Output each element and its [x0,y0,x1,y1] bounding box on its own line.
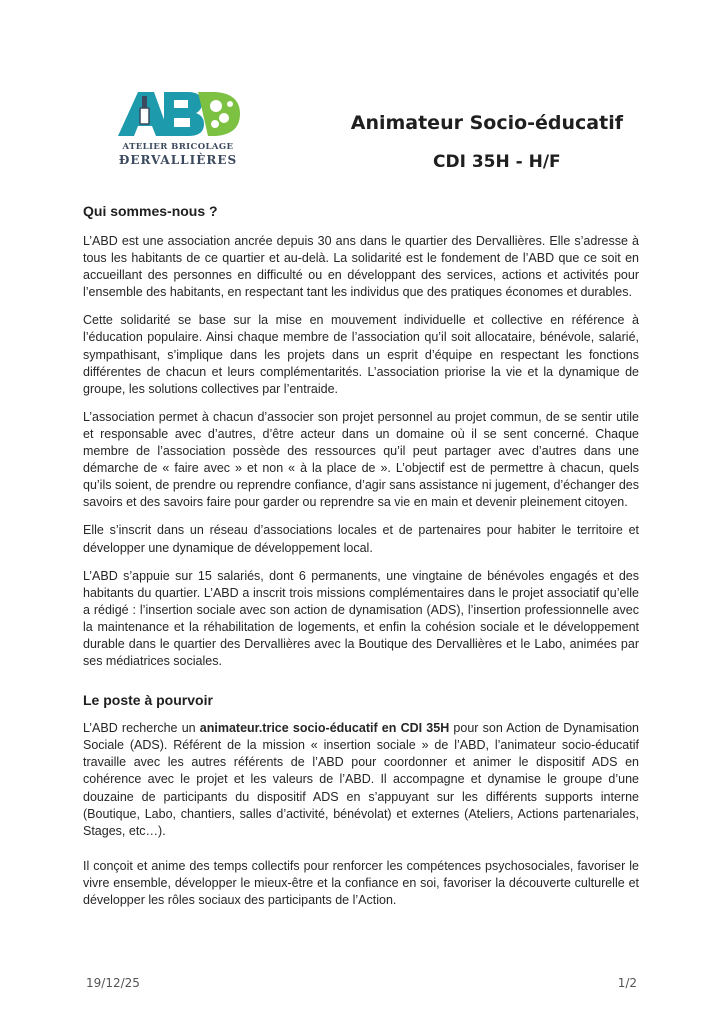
page-title: Animateur Socio-éducatif [350,112,623,134]
logo-text-atelier: ATELIER BRICOLAGE [122,142,234,152]
about-paragraph: L’ABD est une association ancrée depuis 30 ans dans le quartier des Dervallières. Elle s’adresse à tous les habitants de ce quartier et au-delà. La solidarité est le fondement de l’ABD que ce soit en accueillant des personnes en difficulté ou en développant des services, actions et activités pour l’ensemble des habitants, en respectant tant les individus que des pratiques économes et durables. [83,234,639,300]
page-number: 1/2 [617,976,637,990]
abd-logo-mark [112,88,244,140]
about-paragraph: Elle s’inscrit dans un réseau d’associations locales et de partenaires pour habiter le territoire et développer une dynamique de développement local. [83,523,639,555]
position-highlight: animateur.trice socio-éducatif en CDI 35H [199,721,450,736]
logo-text-dervallieres: ÐERVALLIÈRES [118,153,238,167]
logo-letter-b [164,92,204,136]
about-paragraph: L’association permet à chacun d’associer son projet personnel au projet commun, de se sentir utile et responsable avec d’autres, d’être acteur dans un domaine où il se sent concerné. Chaque membre de l’association possède des ressources qu’il peut partager avec d’autres dans une démarche de « faire avec » et non « à la place de ». L’objectif est de permettre à chacun, quels qu’ils soient, de prendre ou reprendre confiance, d’agir sans assistance ni jugement, d’échanger des savoirs et des savoirs faire pour garder ou reprendre sa vie en main et devenir pleinement citoyen. [83,409,639,510]
document-body [83,203,639,920]
about-paragraph: L’ABD s’appuie sur 15 salariés, dont 6 permanents, une vingtaine de bénévoles engagés et des habitants du quartier. L’ABD a inscrit trois missions complémentaires dans le projet associatif qu’elle a rédigé : l’insertion sociale avec son action de dynamisation (ADS), l’insertion professionnelle avec la maintenance et la réhabilitation de logements, et enfin la cohésion sociale et le développement durable dans le quartier des Dervallières avec la Boutique des Dervallières et le Labo, animées par ses médiatrices sociales. [83,568,639,669]
position-paragraph: Il conçoit et anime des temps collectifs pour renforcer les compétences psychosociales, favoriser le vivre ensemble, développer le mieux-être et la confiance en soi, favoriser la découverte culturelle et développer les rôles sociaux des participants de l’Action. [83,858,639,907]
footer-date: 19/12/25 [86,976,140,990]
section-heading-about: Qui sommes-nous ? [83,203,218,219]
about-paragraph: Cette solidarité se base sur la mise en mouvement individuelle et collective en référence à l’éducation populaire. Ainsi chaque membre de l’association qu’il soit allocataire, bénévole, salarié, sympathisant, s’implique dans les projets dans un esprit d’équipe en respectant les fonctions différentes de chacun et leurs complémentarités. L’association priorise la vie et la dynamique de groupe, les solutions collectives par l’entraide. [83,313,639,396]
contract-subtitle: CDI 35H - H/F [433,152,561,172]
section-heading-position: Le poste à pourvoir [83,692,213,709]
position-paragraph: L’ABD recherche un animateur.trice socio-éducatif en CDI 35H pour son Action de Dynamisation Sociale (ADS). Référent de la mission « insertion sociale » de l’ABD, l’animateur socio-éducatif travaille avec les autres référents de l’ABD pour coordonner et animer le dispositif ADS en cohérence avec le projet et les valeurs de l’ABD. Il accompagne et dynamise le groupe d’une douzaine de participants du dispositif ADS en s’appuyant sur les différents supports interne (Boutique, Labo, chantiers, salles d’activité, bénévolat) et externes (Ateliers, Actions partenariales, Stages, etc…). [83,721,640,838]
abd-logo [108,88,248,176]
logo-letter-d [198,92,240,136]
brush-icon [142,96,147,108]
